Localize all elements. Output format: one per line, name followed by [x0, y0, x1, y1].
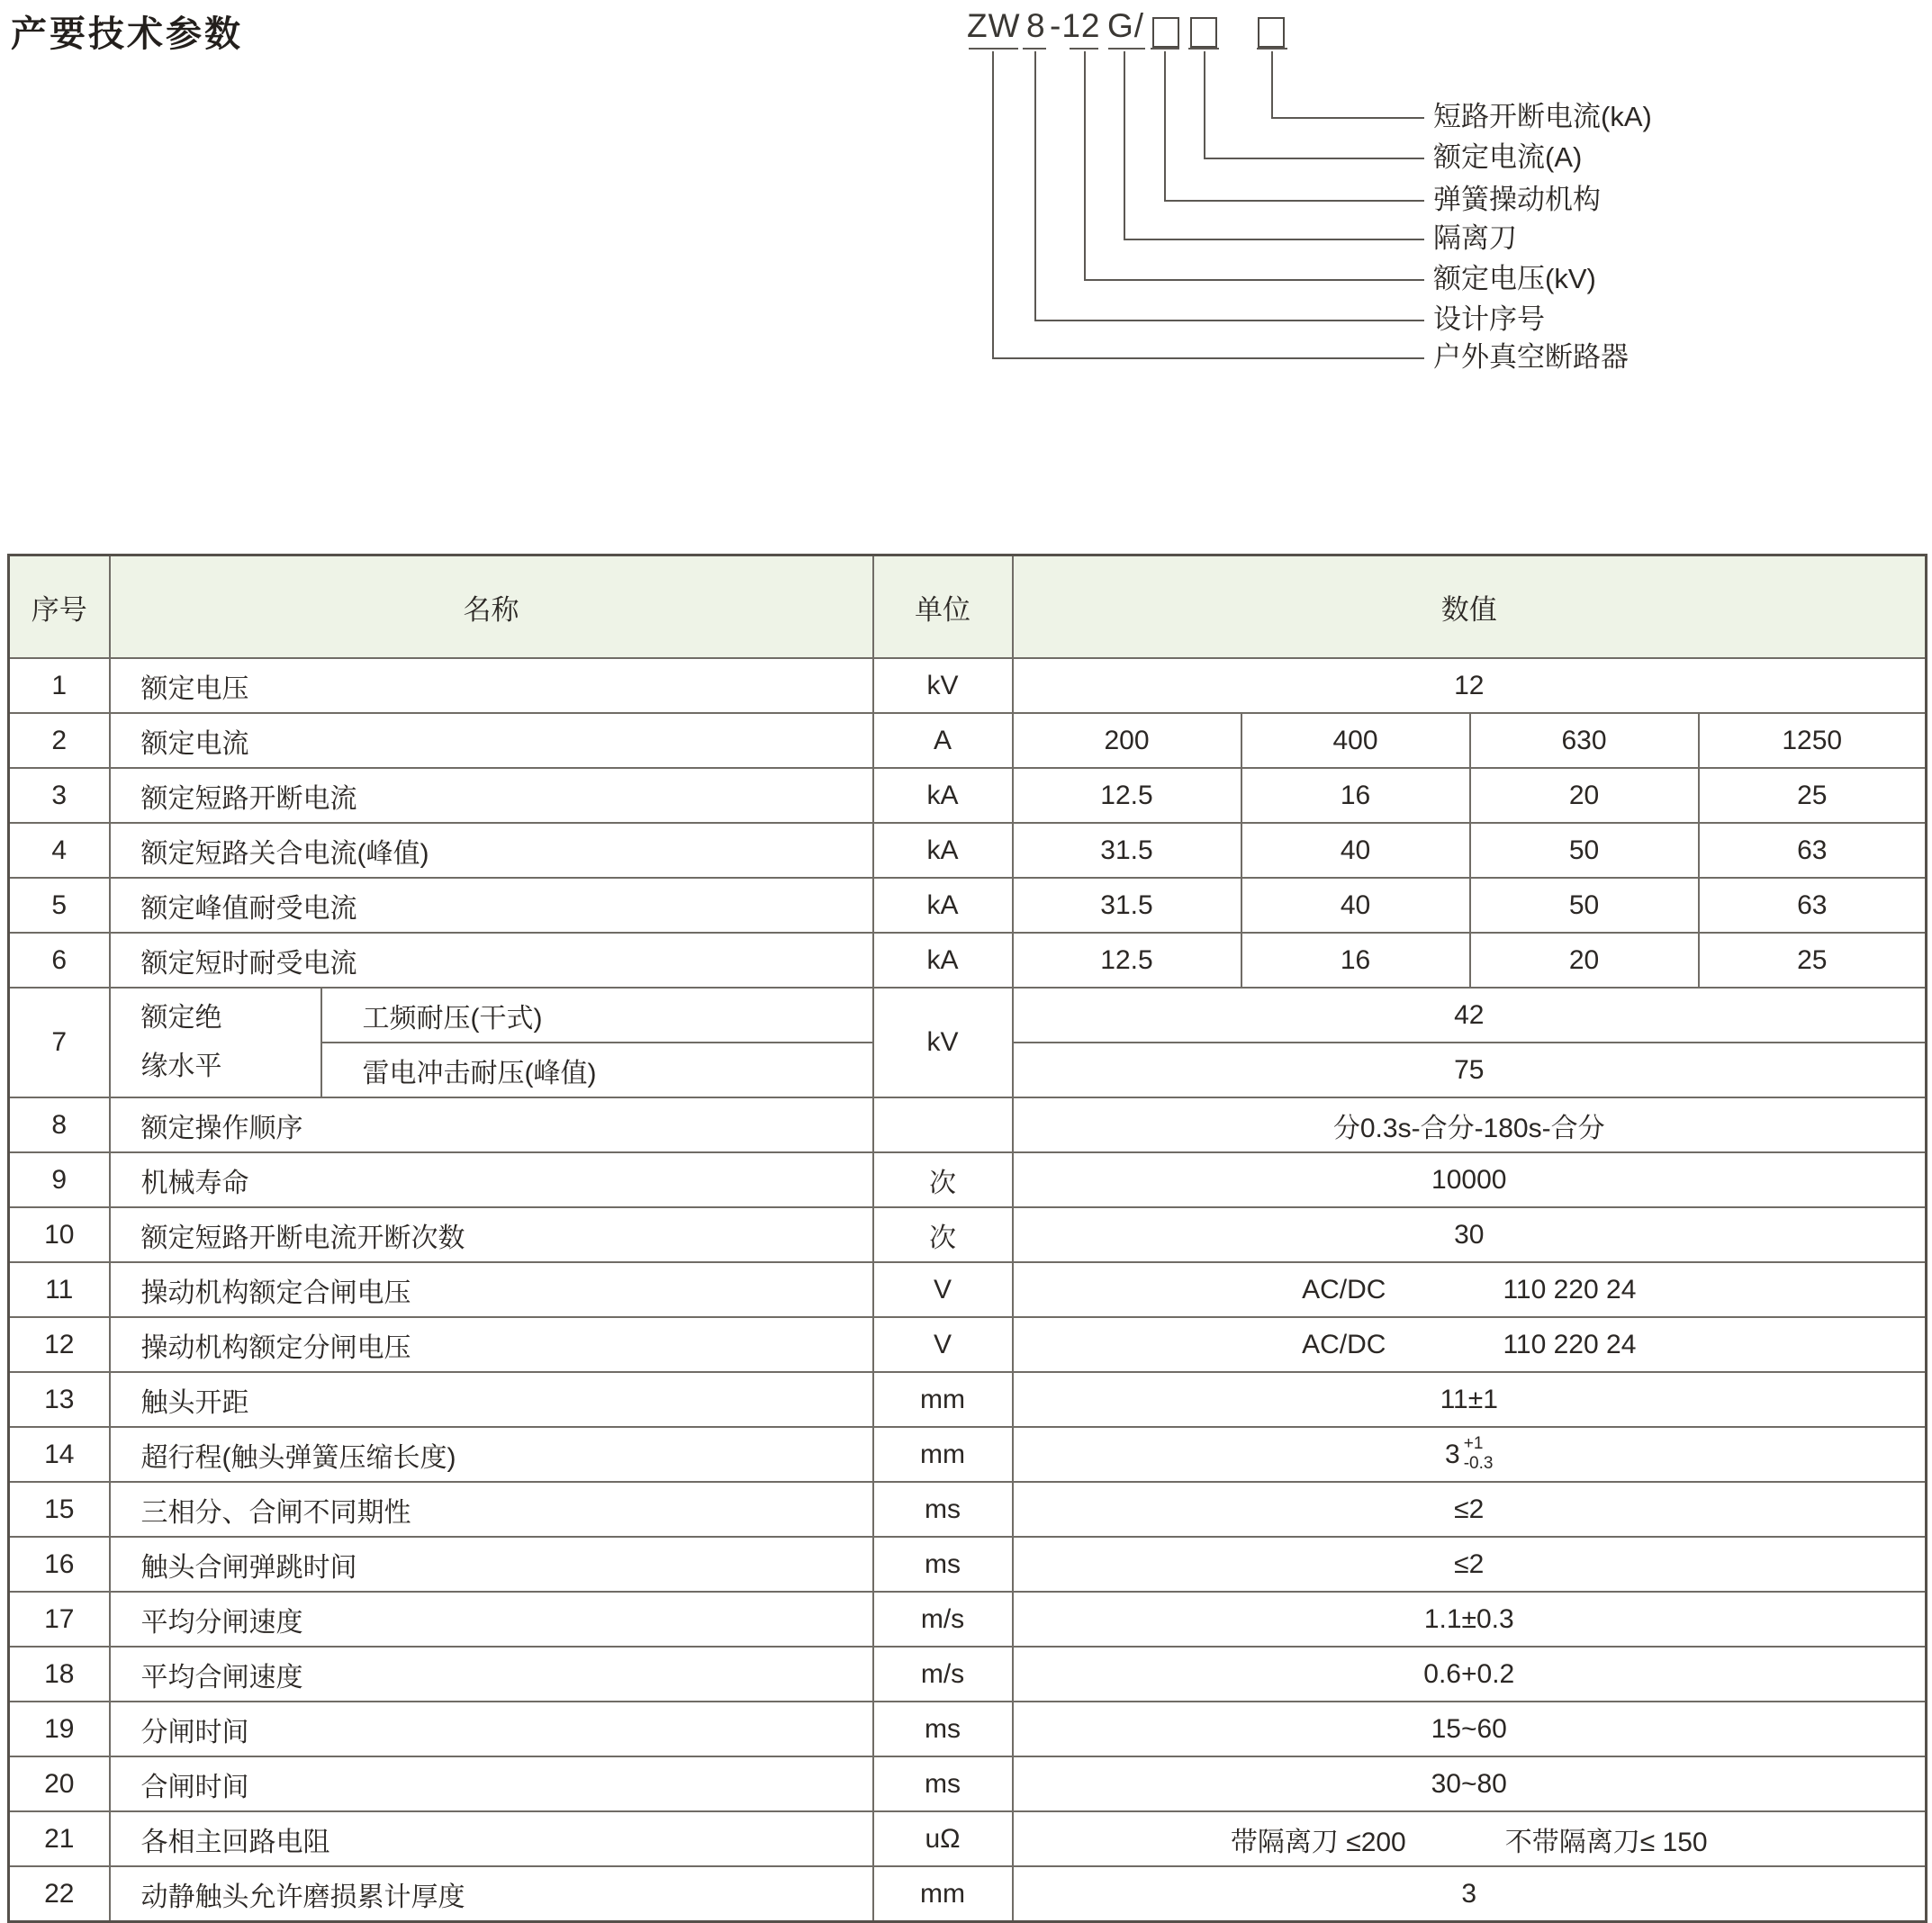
cell-value: 200	[1013, 713, 1241, 768]
cell-no: 17	[9, 1592, 110, 1647]
cell-no: 20	[9, 1756, 110, 1811]
cell-name: 额定短时耐受电流	[110, 933, 873, 988]
cell-unit: m/s	[873, 1647, 1013, 1702]
cell-value: 12.5	[1013, 768, 1241, 823]
cell-unit: kA	[873, 823, 1013, 878]
cell-value: 1250	[1699, 713, 1927, 768]
cell-no: 7	[9, 988, 110, 1097]
cell-unit: mm	[873, 1427, 1013, 1482]
table-row	[9, 823, 1927, 878]
cell-unit: 次	[873, 1152, 1013, 1207]
spec-table	[7, 554, 1927, 1923]
cell-value: 50	[1470, 878, 1699, 933]
table-row	[9, 1537, 1927, 1592]
cell-value	[1013, 1262, 1927, 1317]
cell-unit: ms	[873, 1537, 1013, 1592]
cell-value: 40	[1241, 823, 1470, 878]
cell-name: 额定短路开断电流	[110, 768, 873, 823]
cell-name: 三相分、合闸不同期性	[110, 1482, 873, 1537]
col-header-unit: 单位	[873, 555, 1013, 659]
cell-name: 平均分闸速度	[110, 1592, 873, 1647]
cell-value	[1013, 1317, 1927, 1372]
value-left: AC/DC	[1302, 1274, 1386, 1305]
diagram-label-rated-voltage: 额定电压(kV)	[1433, 263, 1596, 294]
cell-value: 400	[1241, 713, 1470, 768]
cell-no: 6	[9, 933, 110, 988]
cell-name: 额定峰值耐受电流	[110, 878, 873, 933]
diagram-label-rated-current: 额定电流(A)	[1433, 141, 1583, 173]
cell-no: 9	[9, 1152, 110, 1207]
cell-value: 50	[1470, 823, 1699, 878]
underline-tick	[1151, 48, 1179, 50]
model-segment-g: G/	[1107, 7, 1145, 44]
table-row	[9, 1317, 1927, 1372]
col-header-value: 数值	[1013, 555, 1927, 659]
underline-tick	[1070, 48, 1098, 50]
cell-unit: V	[873, 1317, 1013, 1372]
cell-value: 25	[1699, 768, 1927, 823]
table-row	[9, 933, 1927, 988]
cell-value: 20	[1470, 768, 1699, 823]
diagram-label-outdoor-vcb: 户外真空断路器	[1433, 341, 1629, 373]
value-left: 带隔离刀 ≤200	[1230, 1827, 1406, 1857]
cell-no: 18	[9, 1647, 110, 1702]
tolerance-upper: +1	[1463, 1433, 1484, 1453]
value-right: 110 220 24	[1503, 1329, 1637, 1359]
table-row	[9, 768, 1927, 823]
value-right: 不带隔离刀≤ 150	[1504, 1827, 1708, 1857]
underline-tick	[1257, 48, 1287, 50]
cell-unit: 次	[873, 1207, 1013, 1262]
table-header-row	[9, 555, 1927, 659]
cell-value: 11±1	[1013, 1372, 1927, 1427]
cell-value: 16	[1241, 768, 1470, 823]
value-left: AC/DC	[1302, 1329, 1386, 1359]
cell-unit: mm	[873, 1866, 1013, 1922]
model-segment-8: 8	[1026, 7, 1046, 44]
cell-name: 动静触头允许磨损累计厚度	[110, 1866, 873, 1922]
model-segment-12: -12	[1050, 7, 1101, 44]
placeholder-box-1	[1152, 17, 1179, 48]
diagram-label-isolating-knife: 隔离刀	[1433, 222, 1517, 254]
cell-value: 30	[1013, 1207, 1927, 1262]
placeholder-box-2	[1190, 17, 1217, 48]
cell-unit: ms	[873, 1702, 1013, 1756]
cell-value: 15~60	[1013, 1702, 1927, 1756]
table-row	[9, 1482, 1927, 1537]
tolerance-base: 3	[1445, 1439, 1460, 1469]
cell-no: 11	[9, 1262, 110, 1317]
cell-unit: A	[873, 713, 1013, 768]
cell-no: 21	[9, 1811, 110, 1866]
cell-value: ≤2	[1013, 1482, 1927, 1537]
cell-no: 1	[9, 658, 110, 713]
cell-value	[1013, 1811, 1927, 1866]
table-row	[9, 1207, 1927, 1262]
col-header-name: 名称	[110, 555, 873, 659]
cell-no: 5	[9, 878, 110, 933]
page-title: 产要技术参数	[11, 14, 243, 54]
diagram-label-spring-mechanism: 弹簧操动机构	[1433, 184, 1601, 215]
cell-value	[1013, 1427, 1927, 1482]
cell-value: 20	[1470, 933, 1699, 988]
cell-no: 4	[9, 823, 110, 878]
table-row	[9, 1647, 1927, 1702]
cell-value: 63	[1699, 823, 1927, 878]
cell-name: 触头开距	[110, 1372, 873, 1427]
cell-name: 超行程(触头弹簧压缩长度)	[110, 1427, 873, 1482]
cell-no: 3	[9, 768, 110, 823]
cell-value: 分0.3s-合分-180s-合分	[1013, 1097, 1927, 1152]
name-line-1: 额定绝	[140, 1003, 222, 1033]
cell-name: 合闸时间	[110, 1756, 873, 1811]
cell-unit: kA	[873, 878, 1013, 933]
underline-tick	[1108, 48, 1145, 50]
cell-subname: 工频耐压(干式)	[321, 988, 873, 1043]
cell-unit: kV	[873, 988, 1013, 1097]
underline-tick	[969, 48, 1018, 50]
table-row	[9, 1866, 1927, 1922]
cell-no: 14	[9, 1427, 110, 1482]
cell-value: 30~80	[1013, 1756, 1927, 1811]
cell-no: 22	[9, 1866, 110, 1922]
cell-name: 平均合闸速度	[110, 1647, 873, 1702]
table-row	[9, 1811, 1927, 1866]
cell-subname: 雷电冲击耐压(峰值)	[321, 1043, 873, 1097]
cell-unit: mm	[873, 1372, 1013, 1427]
cell-unit	[873, 1097, 1013, 1152]
cell-no: 19	[9, 1702, 110, 1756]
model-designation-diagram	[0, 0, 1932, 387]
cell-name: 操动机构额定合闸电压	[110, 1262, 873, 1317]
cell-unit: ms	[873, 1482, 1013, 1537]
cell-unit: ms	[873, 1756, 1013, 1811]
cell-name: 额定短路开断电流开断次数	[110, 1207, 873, 1262]
col-header-no: 序号	[9, 555, 110, 659]
cell-value: 25	[1699, 933, 1927, 988]
cell-name: 机械寿命	[110, 1152, 873, 1207]
cell-name: 各相主回路电阻	[110, 1811, 873, 1866]
table-row	[9, 1592, 1927, 1647]
cell-name: 额定电压	[110, 658, 873, 713]
cell-no: 15	[9, 1482, 110, 1537]
underline-tick	[1023, 48, 1046, 50]
cell-value: ≤2	[1013, 1537, 1927, 1592]
cell-no: 10	[9, 1207, 110, 1262]
cell-value: 31.5	[1013, 878, 1241, 933]
table-row	[9, 1097, 1927, 1152]
cell-no: 12	[9, 1317, 110, 1372]
table-row	[9, 1262, 1927, 1317]
table-row	[9, 713, 1927, 768]
table-row	[9, 658, 1927, 713]
cell-value: 40	[1241, 878, 1470, 933]
cell-name: 分闸时间	[110, 1702, 873, 1756]
cell-value: 1.1±0.3	[1013, 1592, 1927, 1647]
cell-unit: kV	[873, 658, 1013, 713]
cell-value: 75	[1013, 1043, 1927, 1097]
table-row	[9, 1152, 1927, 1207]
table-row	[9, 878, 1927, 933]
name-line-2: 缘水平	[140, 1052, 222, 1081]
cell-value: 16	[1241, 933, 1470, 988]
cell-no: 2	[9, 713, 110, 768]
diagram-label-design-serial: 设计序号	[1433, 303, 1545, 335]
cell-value: 31.5	[1013, 823, 1241, 878]
model-segment-zw: ZW	[967, 7, 1021, 44]
cell-name	[110, 988, 321, 1097]
cell-value: 12.5	[1013, 933, 1241, 988]
tolerance-lower: -0.3	[1463, 1453, 1494, 1473]
cell-name: 触头合闸弹跳时间	[110, 1537, 873, 1592]
cell-no: 16	[9, 1537, 110, 1592]
table-row	[9, 1427, 1927, 1482]
underline-tick	[1188, 48, 1219, 50]
cell-name: 额定电流	[110, 713, 873, 768]
table-row	[9, 1756, 1927, 1811]
cell-unit: uΩ	[873, 1811, 1013, 1866]
table-row	[9, 1372, 1927, 1427]
cell-unit: m/s	[873, 1592, 1013, 1647]
diagram-label-breaking-current: 短路开断电流(kA)	[1433, 101, 1652, 132]
table-row	[9, 988, 1927, 1043]
cell-value: 42	[1013, 988, 1927, 1043]
cell-unit: V	[873, 1262, 1013, 1317]
cell-value: 0.6+0.2	[1013, 1647, 1927, 1702]
connector-line	[992, 51, 1424, 359]
cell-unit: kA	[873, 768, 1013, 823]
cell-value: 3	[1013, 1866, 1927, 1922]
cell-value: 63	[1699, 878, 1927, 933]
table-row	[9, 1702, 1927, 1756]
value-right: 110 220 24	[1503, 1274, 1637, 1305]
cell-no: 13	[9, 1372, 110, 1427]
cell-name: 操动机构额定分闸电压	[110, 1317, 873, 1372]
cell-value: 630	[1470, 713, 1699, 768]
cell-unit: kA	[873, 933, 1013, 988]
cell-name: 额定操作顺序	[110, 1097, 873, 1152]
cell-value: 10000	[1013, 1152, 1927, 1207]
cell-name: 额定短路关合电流(峰值)	[110, 823, 873, 878]
cell-no: 8	[9, 1097, 110, 1152]
placeholder-box-3	[1258, 17, 1285, 48]
cell-value: 12	[1013, 658, 1927, 713]
